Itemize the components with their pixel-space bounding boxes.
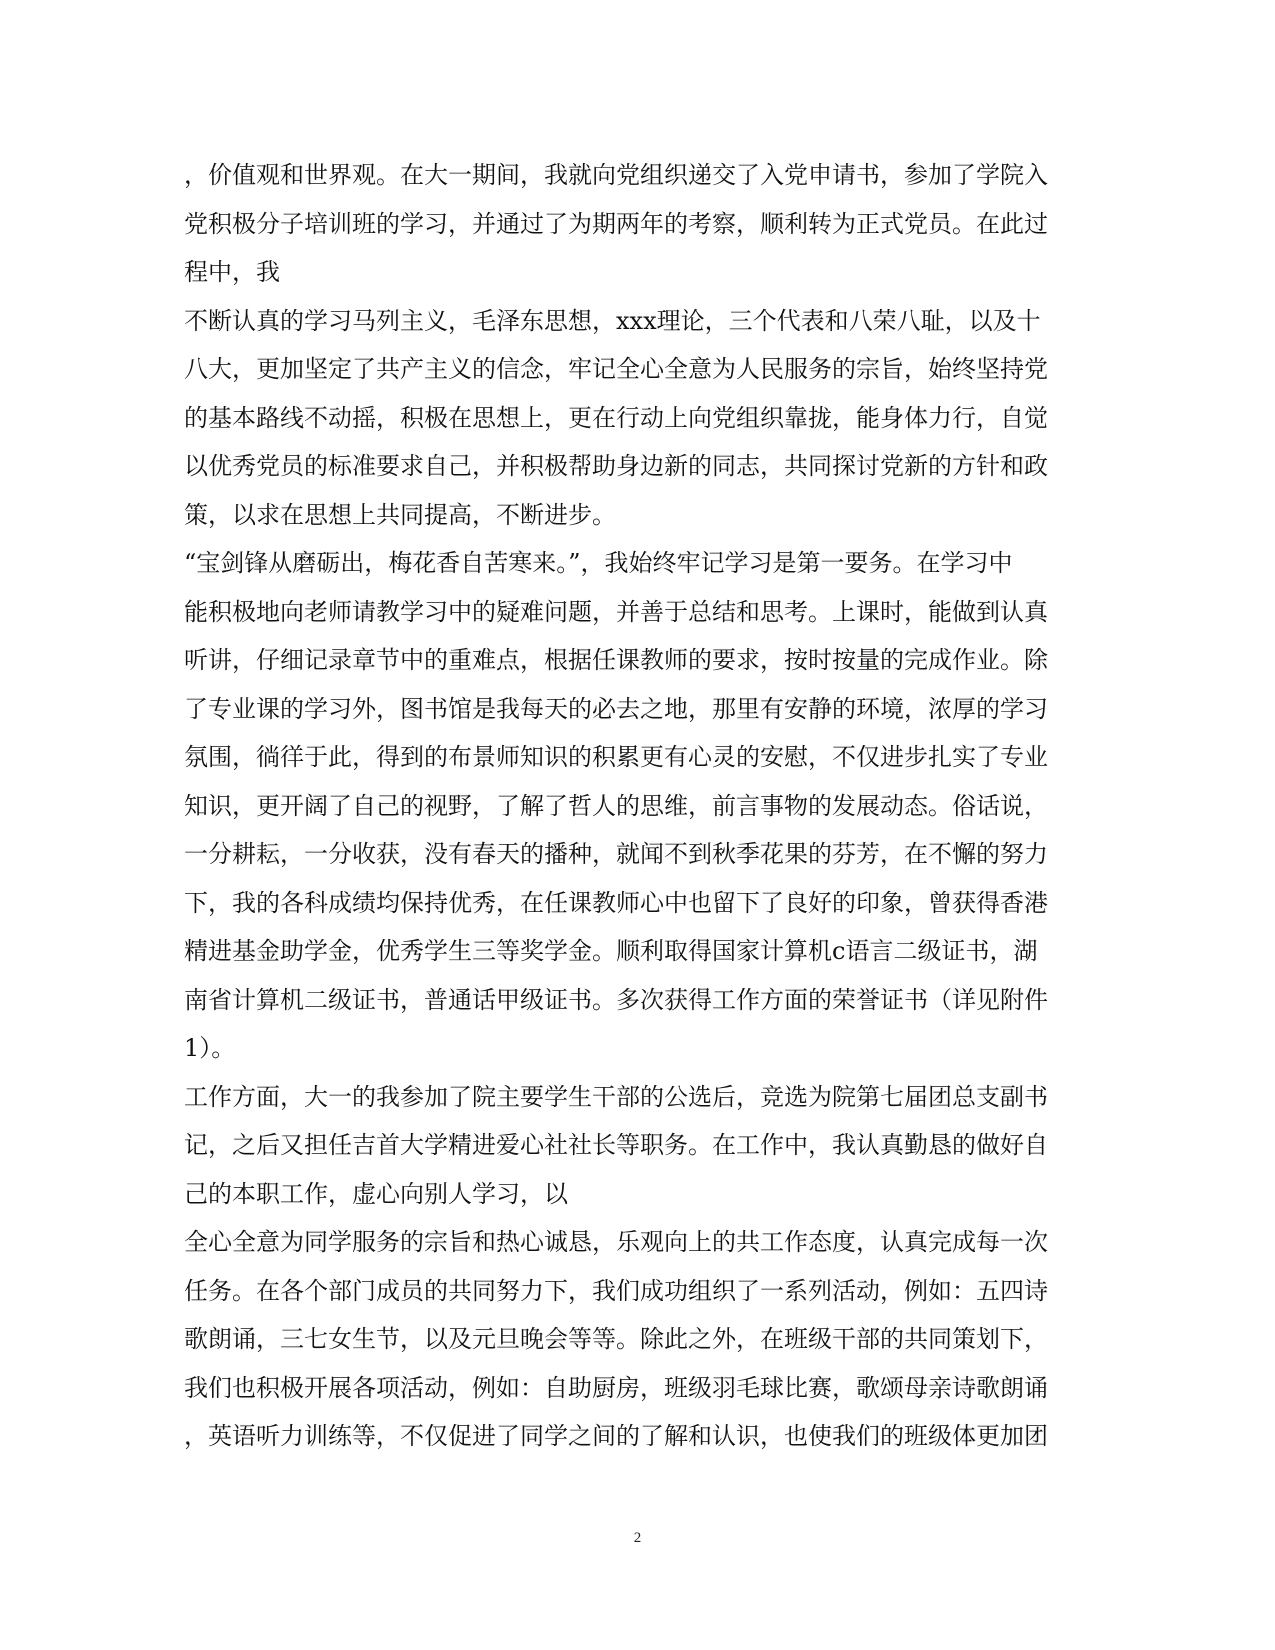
text-line: 党积极分子培训班的学习，并通过了为期两年的考察，顺利转为正式党员。在此过 <box>184 209 1048 238</box>
text-line: 一分耕耘，一分收获，没有春天的播种，就闻不到秋季花果的芬芳，在不懈的努力 <box>184 840 1048 868</box>
text-line: 任务。在各个部门成员的共同努力下，我们成功组织了一系列活动，例如：五四诗 <box>184 1276 1048 1305</box>
text-line: 1）。 <box>184 1034 236 1062</box>
text-line: 歌朗诵，三七女生节，以及元旦晚会等等。除此之外，在班级干部的共同策划下， <box>184 1325 1048 1353</box>
text-line: 己的本职工作，虚心向别人学习，以 <box>184 1179 568 1208</box>
text-line: 工作方面，大一的我参加了院主要学生干部的公选后，竞选为院第七届团总支副书 <box>184 1082 1048 1111</box>
text-line: 精进基金助学金，优秀学生三等奖学金。顺利取得国家计算机c语言二级证书，湖 <box>184 937 1038 965</box>
text-line: 听讲，仔细记录章节中的重难点，根据任课教师的要求，按时按量的完成作业。除 <box>184 646 1048 674</box>
text-line: 策，以求在思想上共同提高，不断进步。 <box>184 500 616 529</box>
text-line: ，英语听力训练等，不仅促进了同学之间的了解和认识，也使我们的班级体更加团 <box>184 1422 1048 1450</box>
text-line: 的基本路线不动摇，积极在思想上，更在行动上向党组织靠拢，能身体力行，自觉 <box>184 403 1048 432</box>
text-line: 以优秀党员的标准要求自己，并积极帮助身边新的同志，共同探讨党新的方针和政 <box>184 452 1048 480</box>
text-line: 程中，我 <box>184 258 280 286</box>
text-line: ，价值观和世界观。在大一期间，我就向党组织递交了入党申请书，参加了学院入 <box>184 161 1048 189</box>
text-line: 南省计算机二级证书，普通话甲级证书。多次获得工作方面的荣誉证书（详见附件 <box>184 985 1048 1014</box>
text-line: 下，我的各科成绩均保持优秀，在任课教师心中也留下了良好的印象，曾获得香港 <box>184 888 1048 917</box>
text-line: 了专业课的学习外，图书馆是我每天的必去之地，那里有安静的环境，浓厚的学习 <box>184 694 1048 723</box>
text-line: 全心全意为同学服务的宗旨和热心诚恳，乐观向上的共工作态度，认真完成每一次 <box>184 1228 1048 1256</box>
text-line: 我们也积极开展各项活动，例如：自助厨房，班级羽毛球比赛，歌颂母亲诗歌朗诵 <box>184 1373 1048 1402</box>
text-line: “宝剑锋从磨砺出，梅花香自苦寒来。”，我始终牢记学习是第一要务。在学习中 <box>184 549 1013 577</box>
text-line: 不断认真的学习马列主义，毛泽东思想，xxx理论，三个代表和八荣八耻，以及十 <box>184 306 1041 335</box>
text-line: 知识，更开阔了自己的视野，了解了哲人的思维，前言事物的发展动态。俗话说， <box>184 791 1048 820</box>
page-number: 2 <box>633 1530 642 1546</box>
text-line: 记，之后又担任吉首大学精进爱心社社长等职务。在工作中，我认真勤恳的做好自 <box>184 1131 1048 1159</box>
text-line: 八大，更加坚定了共产主义的信念，牢记全心全意为人民服务的宗旨，始终坚持党 <box>184 355 1048 383</box>
text-line: 能积极地向老师请教学习中的疑难问题，并善于总结和思考。上课时，能做到认真 <box>184 597 1048 626</box>
text-line: 氛围，徜徉于此，得到的布景师知识的积累更有心灵的安慰，不仅进步扎实了专业 <box>184 743 1048 771</box>
body-text <box>184 151 1084 1461</box>
